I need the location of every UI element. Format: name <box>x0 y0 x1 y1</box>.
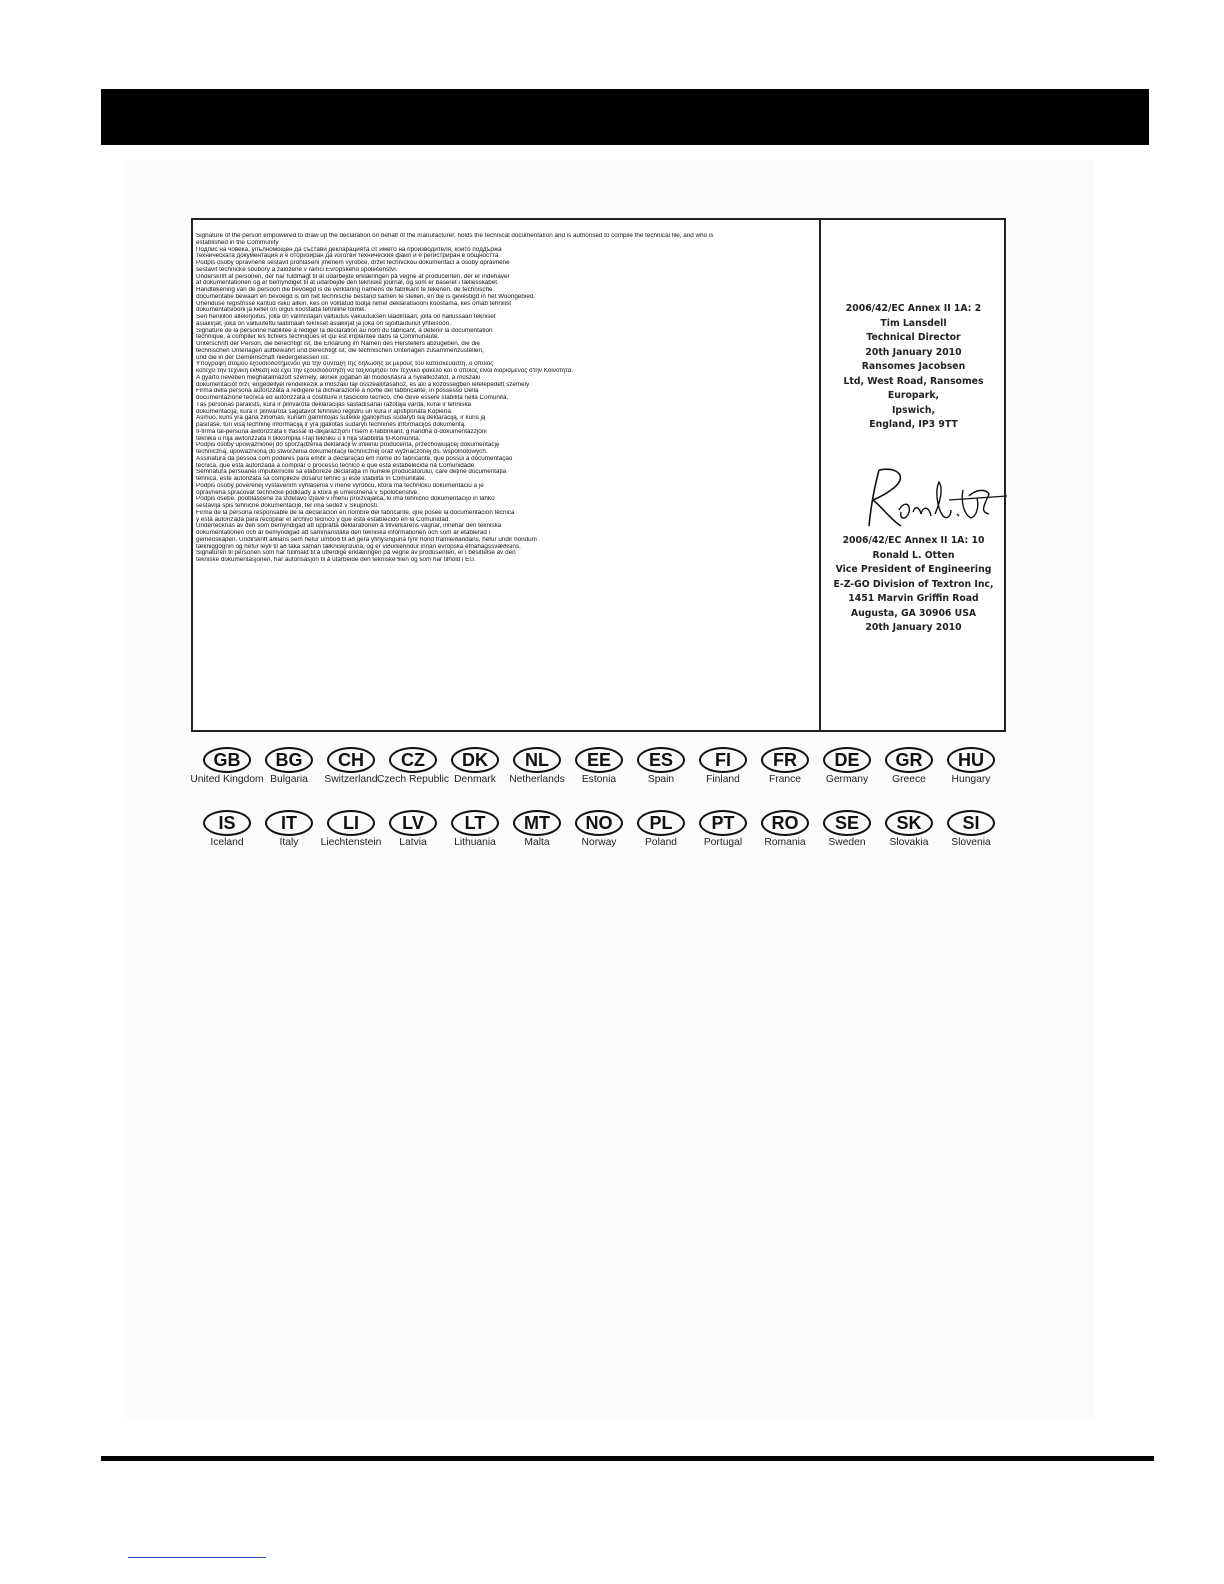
declaration-line: Firma della persona autorizzata a redigere la dichiarazione a nome del fabbricante, in possesso Della <box>196 388 479 395</box>
country-code-oval: PT <box>699 810 747 836</box>
country-name: France <box>768 774 802 785</box>
country-code-oval: HU <box>947 747 995 773</box>
signatory-line: Ransomes Jacobsen <box>861 361 966 372</box>
country-code-oval: GB <box>203 747 251 773</box>
signatory-line: E-Z-GO Division of Textron Inc, <box>833 578 994 590</box>
country-code-oval: BG <box>265 747 313 773</box>
signatory-line: Ipswich, <box>891 404 936 416</box>
declaration-line: Assinatura da pessoa com poderes para emitir a declaração em nome do fabricante, que possui a documentação <box>196 455 513 462</box>
country-code-oval: FR <box>761 747 809 773</box>
country-name: Portugal <box>703 837 743 848</box>
country-codes-row-1 <box>190 747 996 807</box>
signatory-block-ezgo <box>821 534 1006 636</box>
declaration-line: Podpis osoby oprávněné sestavit prohlášení jménem výrobce, držet technickou dokumentaci a osoby oprávněné <box>196 260 510 266</box>
signatory-line: 20th January 2010 <box>865 622 962 633</box>
country-code-oval: FI <box>699 747 747 773</box>
header-bar <box>101 89 1149 145</box>
country-code-oval: DK <box>451 747 499 773</box>
country-name: Netherlands <box>509 774 565 785</box>
signatory-line: Tim Lansdell <box>880 317 947 329</box>
country-name: Hungary <box>951 774 991 785</box>
declaration-line: Podpis osebe, pooblaščene za izdelavo izjave v imenu proizvajalca, ki ima tehnično dokumentacijo in lahko <box>196 496 495 503</box>
declaration-line: dokumentācija, kura ir pilnvarota sagatavot tehnisko reģistru un kura ir apstiprināta Kopienā. <box>196 408 453 415</box>
declaration-line: teknika u hija awtorizzata li tikkompila l-fajl tekniku u li hija stabbilita fil-Komunità. <box>196 435 421 442</box>
country-name: United Kingdom <box>190 774 264 785</box>
country-code-oval: EE <box>575 747 623 773</box>
country-name: Greece <box>892 774 926 785</box>
declaration-line: documentatie bewaart en bevoegd is om het technische bestand samen te stellen, en die is gevestigd in het Woongebied. <box>196 293 536 300</box>
country-name: Liechtenstein <box>320 837 382 848</box>
signatory-line: England, IP3 9TT <box>869 419 958 430</box>
country-name: Lithuania <box>454 837 496 848</box>
country-name: Switzerland <box>324 774 378 785</box>
signatory-line: Technical Director <box>866 332 961 343</box>
declaration-line: A gyártó nevében meghatalmazott személy, akinek jogában áll módosításra a nyilatkozatot, a műszaki <box>196 374 481 381</box>
signatory-line: 1451 Marvin Griffin Road <box>848 593 979 604</box>
country-badge-hu <box>934 747 1008 787</box>
declaration-line: Underskrift af personen, der har fuldmagt til at udarbejde erklæringen på vegne af producenten, der er indehaver <box>196 273 510 280</box>
country-code-oval: IS <box>203 810 251 836</box>
country-name: Iceland <box>210 837 244 848</box>
declaration-box <box>191 218 1006 732</box>
signatory-line: Ronald L. Otten <box>872 549 955 561</box>
declaration-line: Подпис на човека, упълномощен да състави декларацията от името на производителя, който поддържа <box>196 246 502 253</box>
country-name: Slovakia <box>889 837 929 848</box>
declaration-line: Undertecknas av den som bemyndigad att upprätta deklarationen å tillverkarens vägnar, innehar den tekniska <box>196 523 502 530</box>
declaration-line: Signature of the person empowered to draw up the declaration on behalf of the manufacturer, holds the technical documentation and is authorised to compile the technical file, and who is <box>196 233 714 239</box>
declaration-line: Ühenduse registrisse kantud isiku allkiri, kes on volitatud tootja nimel deklaratsiooni koostama, kes omab tehnilist <box>196 300 512 307</box>
country-code-oval: ES <box>637 747 685 773</box>
signatory-line: Augusta, GA 30906 USA <box>850 607 977 619</box>
country-name: Czech Republic <box>376 774 450 785</box>
signatory-line: Ltd, West Road, Ransomes Europark, <box>843 375 984 401</box>
country-code-oval: MT <box>513 810 561 836</box>
declaration-line: af dokumentationen og er bemyndiget til at udarbejde den tekniske journal, og som er baseret i fællesskabet. <box>196 280 499 287</box>
country-name: Poland <box>644 837 678 848</box>
country-name: Finland <box>706 774 740 785</box>
country-name: Denmark <box>454 774 496 785</box>
country-code-oval: SE <box>823 810 871 836</box>
signatory-line: 20th January 2010 <box>865 346 962 358</box>
country-code-oval: IT <box>265 810 313 836</box>
country-code-oval: CZ <box>389 747 437 773</box>
footer-rule <box>101 1456 1154 1461</box>
declaration-line: Unterschrift der Person, die berechtigt ist, die Erklärung im Namen des Herstellers abzugeben, die die <box>196 341 480 347</box>
country-code-oval: LV <box>389 810 437 836</box>
country-name: Norway <box>581 837 617 848</box>
declaration-line: technischen Unterlagen aufbewahrt und berechtigt ist, die technischen Unterlagen zusammenzustellen, <box>196 347 484 354</box>
declaration-line: oprávnená spracovať technické podklady a ktorá je umiestnená v Spoločenstve. <box>196 489 419 496</box>
footer-link-underline[interactable] <box>128 1557 266 1558</box>
declaration-line: tækniggögnin og hefur leyfi til að taka saman tækniskjrsluna, og er viðurkenndur innan evrópska efnahagssvæðisins. <box>196 543 521 550</box>
country-code-oval: DE <box>823 747 871 773</box>
declaration-line: Signaturen til personen som har fullmakt til å utferdige erklæringen på vegne av produsenten, er i besittelse av den <box>196 550 516 557</box>
declaration-text <box>193 220 821 730</box>
country-code-oval: SI <box>947 810 995 836</box>
country-code-oval: LI <box>327 810 375 836</box>
country-code-oval: GR <box>885 747 933 773</box>
declaration-line: established in the Community <box>196 239 279 246</box>
country-name: Latvia <box>399 837 427 848</box>
declaration-line: tehnică, este autorizată să compileze dosarul tehnic și este stabilită în Comunitate. <box>196 476 427 482</box>
declaration-line: pasirašė, turi visą techninę informaciją ir yra įgaliotas sudaryti techninės informacijos dokumentą. <box>196 422 466 428</box>
declaration-line: Firma de la persona responsable de la declaración en nombre del fabricante, que posee la documentación técnica <box>196 509 515 516</box>
declaration-line: Il-firma tal-persuna awtorizzata li tfassal id-dikjarazzjoni f'isem il-fabbrikant, g handha d-dokumentazzjoni <box>196 428 487 435</box>
declaration-line: Signature de la personne habilitée à rédiger la déclaration au nom du fabricant, à détenir la documentation <box>196 327 493 334</box>
declaration-line: техническата документация и е оторизиран да изготви техническия файл и е регистриран в общността <box>196 253 499 260</box>
country-name: Romania <box>764 837 806 848</box>
country-code-oval: CH <box>327 747 375 773</box>
signatory-line: Vice President of Engineering <box>835 564 992 575</box>
declaration-line: Υπογραφή ατόμου εξουσιοδοτημένου για την σύνταξη της δήλωσης εκ μέρους του κατασκευαστή, ο οποίος <box>196 361 494 368</box>
declaration-line: dokumentatsiooni ja kellel on õigus koostada tehniline toimik. <box>196 307 367 314</box>
signatory-line: 2006/42/EC Annex II 1A: 10 <box>842 535 985 546</box>
declaration-line: Semnătura persoanei împuternicite să elaboreze declarația în numele producătorului, care deține documentația <box>196 469 507 476</box>
declaration-line: Podpis osoby poverenej vystavením vyhlásenia v mene výrobcu, ktorá má technickú dokumentáciu a je <box>196 482 484 489</box>
country-code-oval: NO <box>575 810 623 836</box>
country-name: Slovenia <box>951 837 991 848</box>
declaration-line: sestavlja spis tehnične dokumentacije, ter ima sedež v Skupnosti. <box>196 503 379 509</box>
declaration-line: und die in der Gemeinschaft niedergelassen ist. <box>196 354 330 361</box>
signatory-line: 2006/42/EC Annex II 1A: 2 <box>845 303 982 314</box>
declaration-line: techniczną, upoważnioną do stworzenia dokumentacji technicznej oraz wyznaczonej ds. wspólnotowych. <box>196 449 488 455</box>
declaration-line: Sen henkilön allekirjoitus, jolla on valmistajan valtuutus vakuutuksen laadintaan, jolla on hallussaan tekniset <box>196 314 496 320</box>
declaration-line: dokumentációt őrzi, engedéllyel rendelkezik a műszaki fájl összeállításához, és aki a közösségben letelepedett személy <box>196 381 530 388</box>
country-name: Sweden <box>828 837 866 848</box>
declaration-line: técnica, que está autorizada a compilar o processo técnico e que está estabelecida na Comunidade. <box>196 462 477 469</box>
country-name: Spain <box>647 774 675 785</box>
declaration-line: Handtekening van de persoon die bevoegd is de verklaring namens de fabrikant te tekenen, de technische <box>196 287 493 293</box>
declaration-line: asiakirjat, joka on valtuutettu laatimaan tekniset asiakirjat ja joka on sijoittautunut yhteisöön. <box>196 320 451 327</box>
signatory-block-ransomes <box>821 302 1006 433</box>
country-name: Estonia <box>581 774 617 785</box>
country-code-oval: PL <box>637 810 685 836</box>
country-code-oval: SK <box>885 810 933 836</box>
country-code-oval: NL <box>513 747 561 773</box>
country-name: Malta <box>524 837 550 848</box>
declaration-line: Asmuo, kuris yra gana žinomas, kuriam gamintojas suteikė įgaliojimus sudaryti šią deklaraciją, ir kuris ją <box>196 415 486 422</box>
country-badge-si <box>934 810 1008 850</box>
country-code-oval: RO <box>761 810 809 836</box>
declaration-line: gemenskapen. Undirskrift aðilans sem hefur umboð til að gera yfirlýsinguna fyrir hönd framleiðandans, hefur undir höndum <box>196 536 537 543</box>
declaration-line: Tās personas paraksts, kura ir pilnvarota deklarācijas sastādīšanai ražotāja vārdā, kurai ir tehniskā <box>196 401 472 408</box>
declaration-line: Podpis osoby upoważnionej do sporządzenia deklaracji w imieniu producenta, przechowującej dokumentację <box>196 442 500 449</box>
country-code-oval: LT <box>451 810 499 836</box>
declaration-line: dokumentationen och är bemyndigad att sammanställa den tekniska informationen och som är etablerad i <box>196 530 491 536</box>
signatory-column <box>821 220 1006 730</box>
declaration-line: tekniske dokumentasjonen, har autorisasjon til å utarbeide den tekniske filen og som har tilhold i EU. <box>196 557 476 563</box>
country-name: Bulgaria <box>270 774 308 785</box>
declaration-line: sestavit technické soubory a založené v rámci Evropského společenství. <box>196 266 398 273</box>
country-name: Germany <box>825 774 869 785</box>
country-codes-row-2 <box>196 810 996 870</box>
country-name: Italy <box>279 837 299 848</box>
declaration-line: documentazione tecnica ed autorizzata a costituire il fascicolo tecnico, che deve essere stabilita nella Comunità. <box>196 395 509 401</box>
declaration-line: y está autorizada para recopilar el archivo técnico y que está establecido en la Comunidad. <box>196 516 451 523</box>
declaration-line: technique, à compiler les fichiers techniques et qui est implantée dans la Communauté. <box>196 334 440 341</box>
declaration-line: κατέχει την τεχνική έκθεση και έχει την εξουσιοδότηση να ταξινομήσει τον τεχνικό φάκελο και ο οποίος είναι διορισμένος στην Κοινότητα. <box>196 368 574 374</box>
handwritten-signature <box>839 460 1009 532</box>
